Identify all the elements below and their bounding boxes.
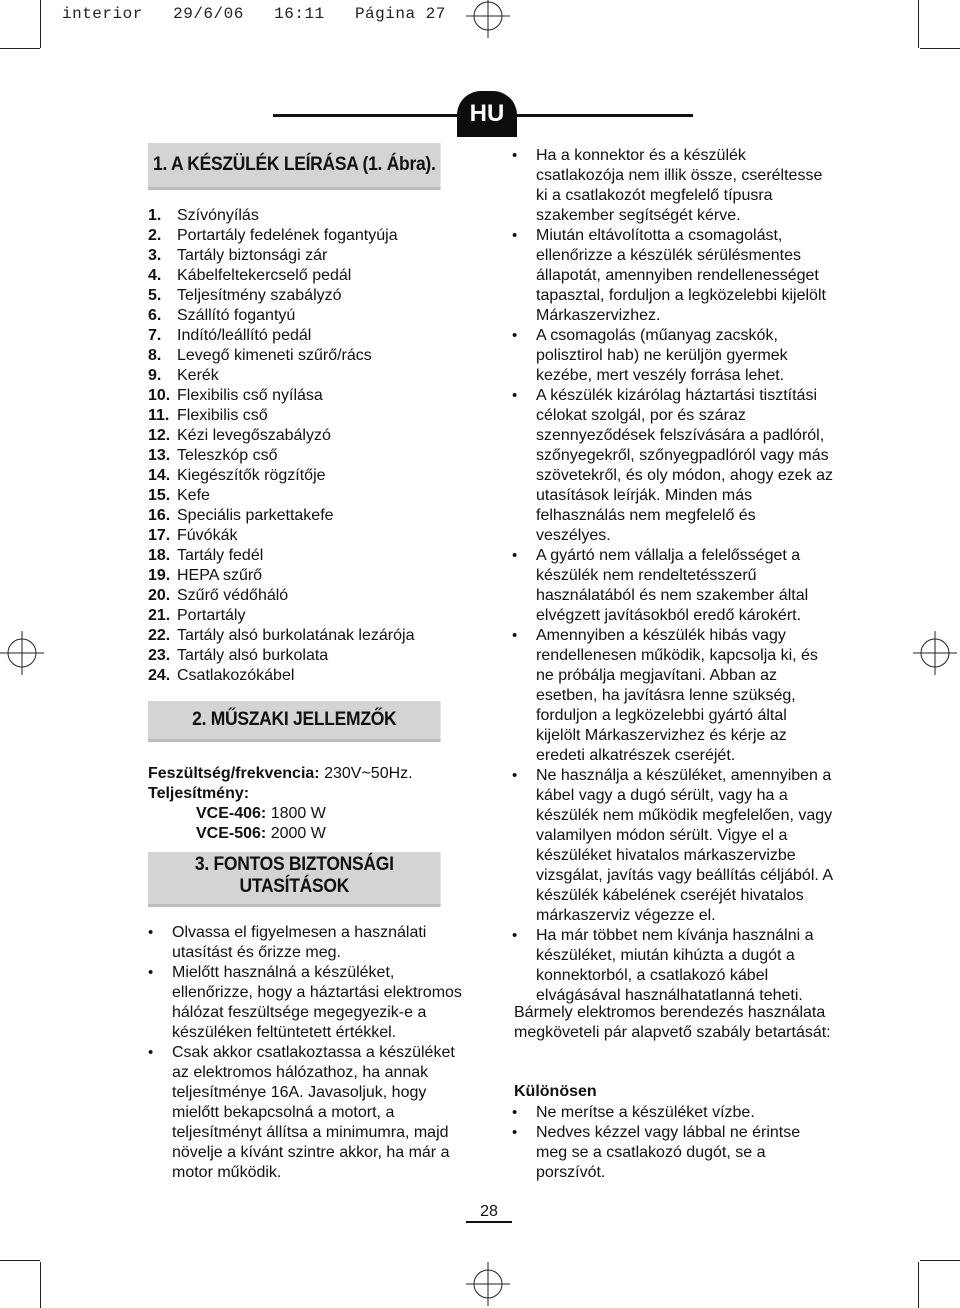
list-item: 1. Szívónyílás	[148, 207, 259, 224]
list-item: • Nedves kézzel vagy lábbal ne érintse meg se a csatlakozó dugót, se a porszívót.	[512, 1123, 812, 1183]
list-item: • Ne merítse a készüléket vízbe.	[512, 1103, 812, 1123]
list-item: 20. Szűrő védőháló	[148, 587, 289, 604]
rules-paragraph: Bármely elektromos berendezés használata megköveteli pár alapvető szabály betartását:	[514, 1004, 831, 1041]
list-item: 22. Tartály alsó burkolatának lezárója	[148, 627, 415, 644]
crop-mark	[40, 1262, 41, 1308]
list-item: 12. Kézi levegőszabályzó	[148, 427, 331, 444]
list-item: 21. Portartály	[148, 607, 246, 624]
list-item: 6. Szállító fogantyú	[148, 307, 296, 324]
list-item: • Csak akkor csatlakoztassa a készüléket az elektromos hálózathoz, ha annak teljesítménye 16A. Javasoljuk, hogy mielőtt bekapcsolná a motort, a teljesítményt állítsa a minimumra, majd növelje a kívánt szintre akkor, ha már a motor működik.	[148, 1043, 468, 1183]
crop-mark	[918, 0, 919, 48]
list-item: • Miután eltávolította a csomagolást, ellenőrizze a készülék sérülésmentes állapotát, amennyiben rendellenességet tapasztal, forduljon a legközelebbi kijelölt Márkaszervizhez.	[512, 226, 834, 326]
list-item: • Ha már többet nem kívánja használni a készüléket, miután kihúzta a dugót a konnektorból, a csatlakozó kábel elvágásával használhatatlanná teheti.	[512, 926, 834, 1006]
list-item: • Ne használja a készüléket, amennyiben a kábel vagy a dugó sérült, vagy ha a készülék nem működik megfelelően, vagy valamilyen módon sérült. Vigye el a készüléket hivatalos márkaszervizbe vizsgálat, javítás vagy beállítás céljából. A készülék kábelének cseréjét hivatalos márkaszerviz végezze el.	[512, 766, 834, 926]
registration-mark-icon	[0, 631, 44, 675]
list-item: • Amennyiben a készülék hibás vagy rendellenesen működik, kapcsolja ki, és ne próbálja megjavítani. Abban az esetben, ha javításra lenne szükség, forduljon a legközelebbi gyártó által kijelölt Márkaszervizhez és kérje az eredeti alkatrészek cseréjét.	[512, 626, 834, 766]
list-item: 9. Kerék	[148, 367, 219, 384]
crop-mark	[920, 1260, 960, 1261]
power-spec-label: Teljesítmény:	[148, 785, 250, 802]
page-number: 28	[466, 1203, 512, 1223]
parts-list	[148, 206, 414, 686]
list-item: 14. Kiegészítők rögzítője	[148, 467, 326, 484]
list-item: 19. HEPA szűrő	[148, 567, 263, 584]
list-item: • Ha a konnektor és a készülék csatlakozója nem illik össze, cseréltesse ki a csatlakozót megfelelő típusra szakember segítségét kérve.	[512, 146, 834, 226]
list-item: 18. Tartály fedél	[148, 547, 264, 564]
voltage-spec: Feszültség/frekvencia: 230V~50Hz.	[148, 765, 413, 782]
power-spec-row: VCE-506: 2000 W	[196, 825, 326, 842]
safety-bullets-right	[512, 146, 834, 1006]
list-item: 13. Teleszkóp cső	[148, 447, 278, 464]
list-item: 16. Speciális parkettakefe	[148, 507, 334, 524]
list-item: 4. Kábelfeltekercselő pedál	[148, 267, 352, 284]
list-item: 3. Tartály biztonsági zár	[148, 247, 328, 264]
safety-bullets-left	[148, 923, 468, 1183]
list-item: 17. Fúvókák	[148, 527, 238, 544]
registration-mark-icon	[466, 0, 510, 38]
special-bullets	[512, 1103, 812, 1183]
section-heading-safety: 3. FONTOS BIZTONSÁGI UTASÍTÁSOK	[148, 852, 441, 907]
list-item: • A gyártó nem vállalja a felelősséget a készülék nem rendeltetésszerű használatából és nem szakember által elvégzett javításokból eredő károkért.	[512, 546, 834, 626]
list-item: • A csomagolás (műanyag zacskók, polisztirol hab) ne kerüljön gyermek kezébe, mert veszély forrása lehet.	[512, 326, 834, 386]
crop-mark	[40, 0, 41, 48]
section-heading-description: 1. A KÉSZÜLÉK LEÍRÁSA (1. Ábra).	[148, 143, 441, 190]
list-item: 10. Flexibilis cső nyílása	[148, 387, 323, 404]
subheading-especially: Különösen	[514, 1083, 597, 1100]
list-item: 7. Indító/leállító pedál	[148, 327, 312, 344]
crop-mark	[0, 1260, 40, 1261]
section-heading-specs: 2. MŰSZAKI JELLEMZŐK	[148, 701, 441, 742]
language-badge: HU	[457, 91, 517, 137]
list-item: 8. Levegő kimeneti szűrő/rács	[148, 347, 372, 364]
list-item: • A készülék kizárólag háztartási tisztítási célokat szolgál, por és száraz szennyeződések felszívására a padlóról, szőnyegekről, szőnyegpadlóról vagy más szövetekről, és oly módon, ahogy ezek az utasítások leírják. Minden más felhasználás nem megfelelő és veszélyes.	[512, 386, 834, 546]
crop-mark	[0, 48, 40, 49]
list-item: 15. Kefe	[148, 487, 210, 504]
registration-mark-icon	[913, 631, 957, 675]
list-item: • Olvassa el figyelmesen a használati utasítást és őrizze meg.	[148, 923, 468, 963]
crop-mark	[918, 1262, 919, 1308]
list-item: 5. Teljesítmény szabályzó	[148, 287, 342, 304]
list-item: 24. Csatlakozókábel	[148, 667, 295, 684]
crop-mark	[920, 48, 960, 49]
list-item: • Mielőtt használná a készüléket, ellenőrizze, hogy a háztartási elektromos hálózat feszültsége megegyezik-e a készüléken feltüntetett értékkel.	[148, 963, 468, 1043]
list-item: 11. Flexibilis cső	[148, 407, 268, 424]
printer-slug: interior 29/6/06 16:11 Página 27	[62, 5, 446, 23]
list-item: 23. Tartály alsó burkolata	[148, 647, 329, 664]
power-spec-row: VCE-406: 1800 W	[196, 805, 326, 822]
registration-mark-icon	[466, 1262, 510, 1306]
list-item: 2. Portartály fedelének fogantyúja	[148, 227, 398, 244]
